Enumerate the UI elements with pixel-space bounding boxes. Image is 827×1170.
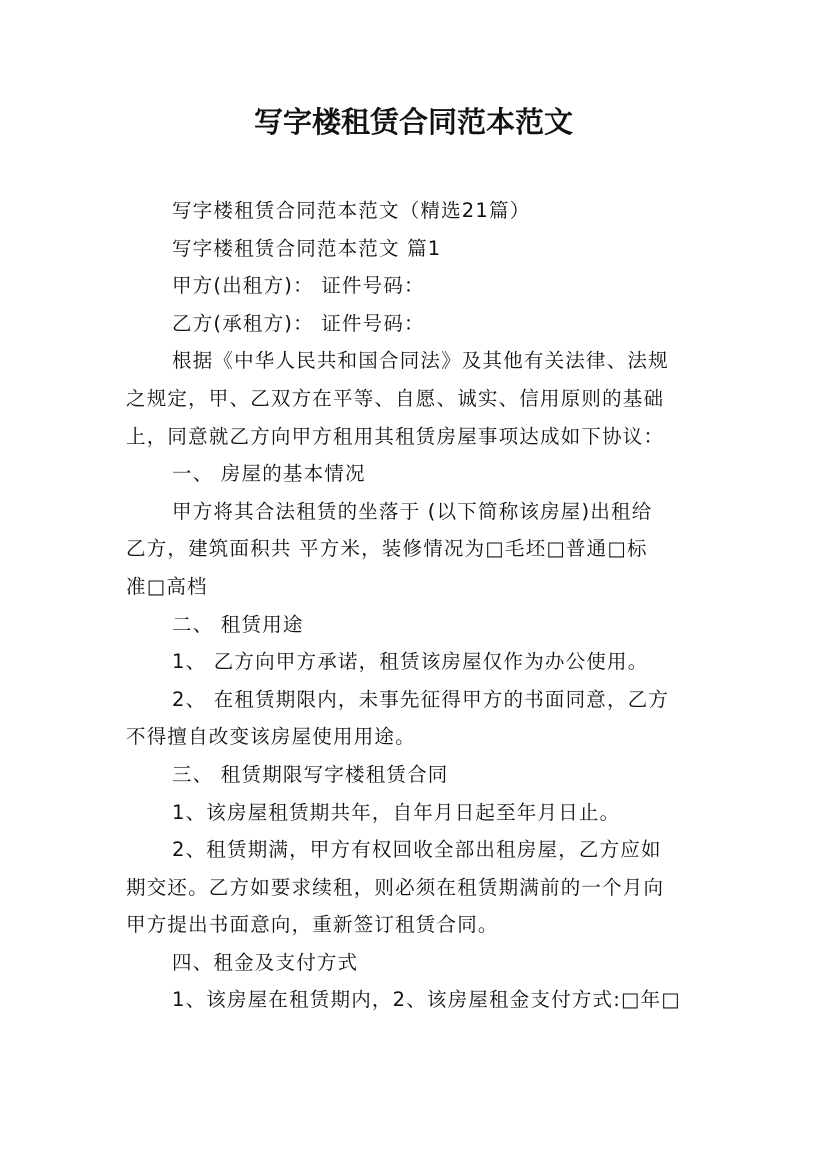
paragraph-line: 上，同意就乙方向甲方租用其租赁房屋事项达成如下协议：: [126, 424, 665, 448]
paragraph-line: 乙方，建筑面积共 平方米，装修情况为□毛坯□普通□标: [126, 537, 648, 561]
paragraph-line: 之规定，甲、乙双方在平等、自愿、诚实、信用原则的基础: [126, 386, 665, 410]
paragraph-line: 乙方(承租方)： 证件号码：: [172, 311, 425, 335]
paragraph-line: 根据《中华人民共和国合同法》及其他有关法律、法规: [172, 349, 669, 373]
paragraph-line: 不得擅自改变该房屋使用用途。: [126, 725, 416, 749]
paragraph-line: 准□高档: [126, 574, 208, 598]
document-title: 写字楼租赁合同范本范文: [253, 105, 573, 139]
paragraph-line: 2、租赁期满，甲方有权回收全部出租房屋，乙方应如: [172, 838, 662, 862]
section-heading: 一、 房屋的基本情况: [172, 462, 366, 486]
paragraph-line: 写字楼租赁合同范本范文（精选21篇）: [172, 199, 531, 222]
section-heading: 二、 租赁用途: [172, 612, 304, 636]
paragraph-line: 1、该房屋在租赁期内，2、该房屋租金支付方式:□年□: [172, 988, 681, 1012]
paragraph-line: 写字楼租赁合同范本范文 篇1: [172, 236, 442, 260]
paragraph-line: 甲方(出租方)： 证件号码：: [172, 274, 425, 298]
paragraph-line: 2、 在租赁期限内，未事先征得甲方的书面同意，乙方: [172, 687, 670, 711]
section-heading: 四、租金及支付方式: [172, 950, 359, 974]
section-heading: 三、 租赁期限写字楼租赁合同: [172, 762, 449, 786]
paragraph-line: 期交还。乙方如要求续租，则必须在租赁期满前的一个月向: [126, 875, 665, 899]
paragraph-line: 1、 乙方向甲方承诺，租赁该房屋仅作为办公使用。: [172, 650, 649, 674]
paragraph-line: 甲方将其合法租赁的坐落于 (以下简称该房屋)出租给: [172, 499, 653, 523]
document-body: [126, 192, 708, 1019]
paragraph-line: 1、该房屋租赁期共年，自年月日起至年月日止。: [172, 800, 621, 824]
paragraph-line: 甲方提出书面意向，重新签订租赁合同。: [126, 913, 499, 937]
